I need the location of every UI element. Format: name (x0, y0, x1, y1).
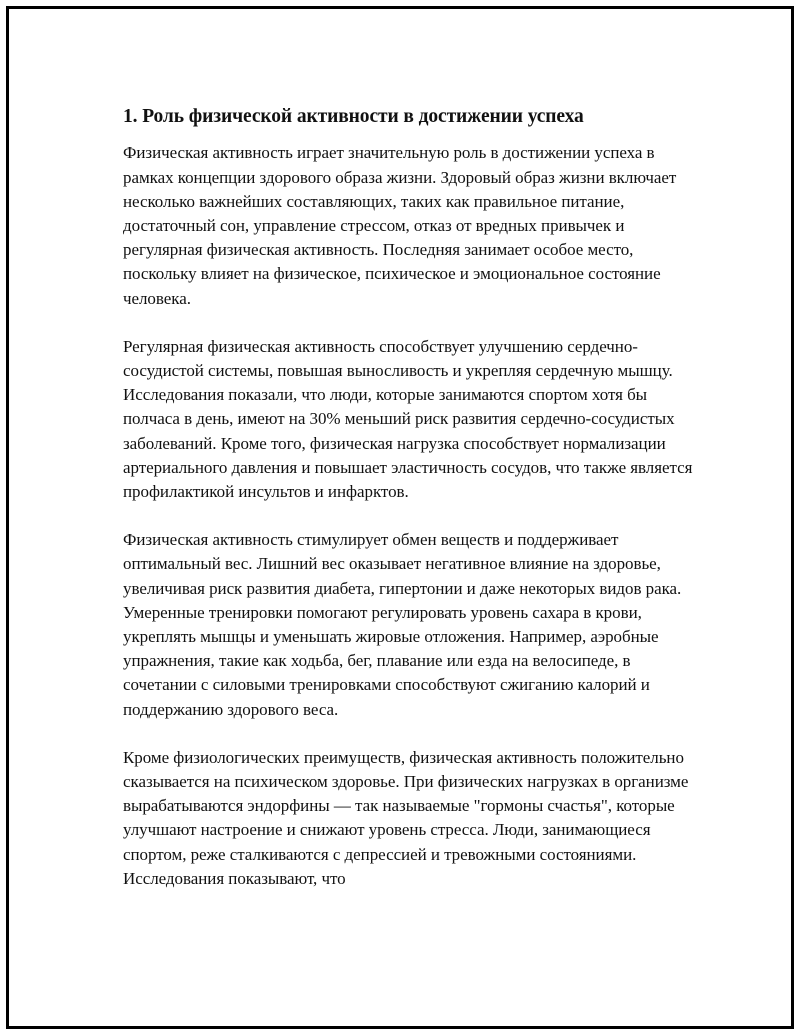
section-heading: 1. Роль физической активности в достижении успеха (123, 106, 584, 127)
paragraph-3: Физическая активность стимулирует обмен веществ и поддерживает оптимальный вес. Лишний вес оказывает негативное влияние на здоровье, увеличивая риск развития диабета, гипертонии и даже некоторых видов рака. Умеренные тренировки помогают регулировать уровень сахара в крови, укреплять мышцы и уменьшать жировые отложения. Например, аэробные упражнения, такие как ходьба, бег, плавание или езда на велосипеде, в сочетании с силовыми тренировками способствуют сжиганию калорий и поддержанию здорового веса. (123, 530, 682, 719)
paragraph-1: Физическая активность играет значительную роль в достижении успеха в рамках концепции здорового образа жизни. Здоровый образ жизни включает несколько важнейших составляющих, таких как правильное питание, достаточный сон, управление стрессом, отказ от вредных привычек и регулярная физическая активность. Последняя занимает особое место, поскольку влияет на физическое, психическое и эмоциональное состояние человека. (123, 143, 677, 308)
paragraph-4: Кроме физиологических преимуществ, физическая активность положительно сказывается на психическом здоровье. При физических нагрузках в организме вырабатываются эндорфины — так называемые "гормоны счастья", которые улучшают настроение и снижают уровень стресса. Люди, занимающиеся спортом, реже сталкиваются с депрессией и тревожными состояниями. Исследования показывают, что (123, 747, 689, 888)
document-body (123, 105, 708, 915)
page-frame (6, 6, 794, 1029)
paragraph-2: Регулярная физическая активность способствует улучшению сердечно-сосудистой системы, повышая выносливость и укрепляя сердечную мышцу. Исследования показали, что люди, которые занимаются спортом хотя бы полчаса в день, имеют на 30% меньший риск развития сердечно-сосудистых заболеваний. Кроме того, физическая нагрузка способствует нормализации артериального давления и повышает эластичность сосудов, что также является профилактикой инсультов и инфарктов. (123, 336, 693, 502)
